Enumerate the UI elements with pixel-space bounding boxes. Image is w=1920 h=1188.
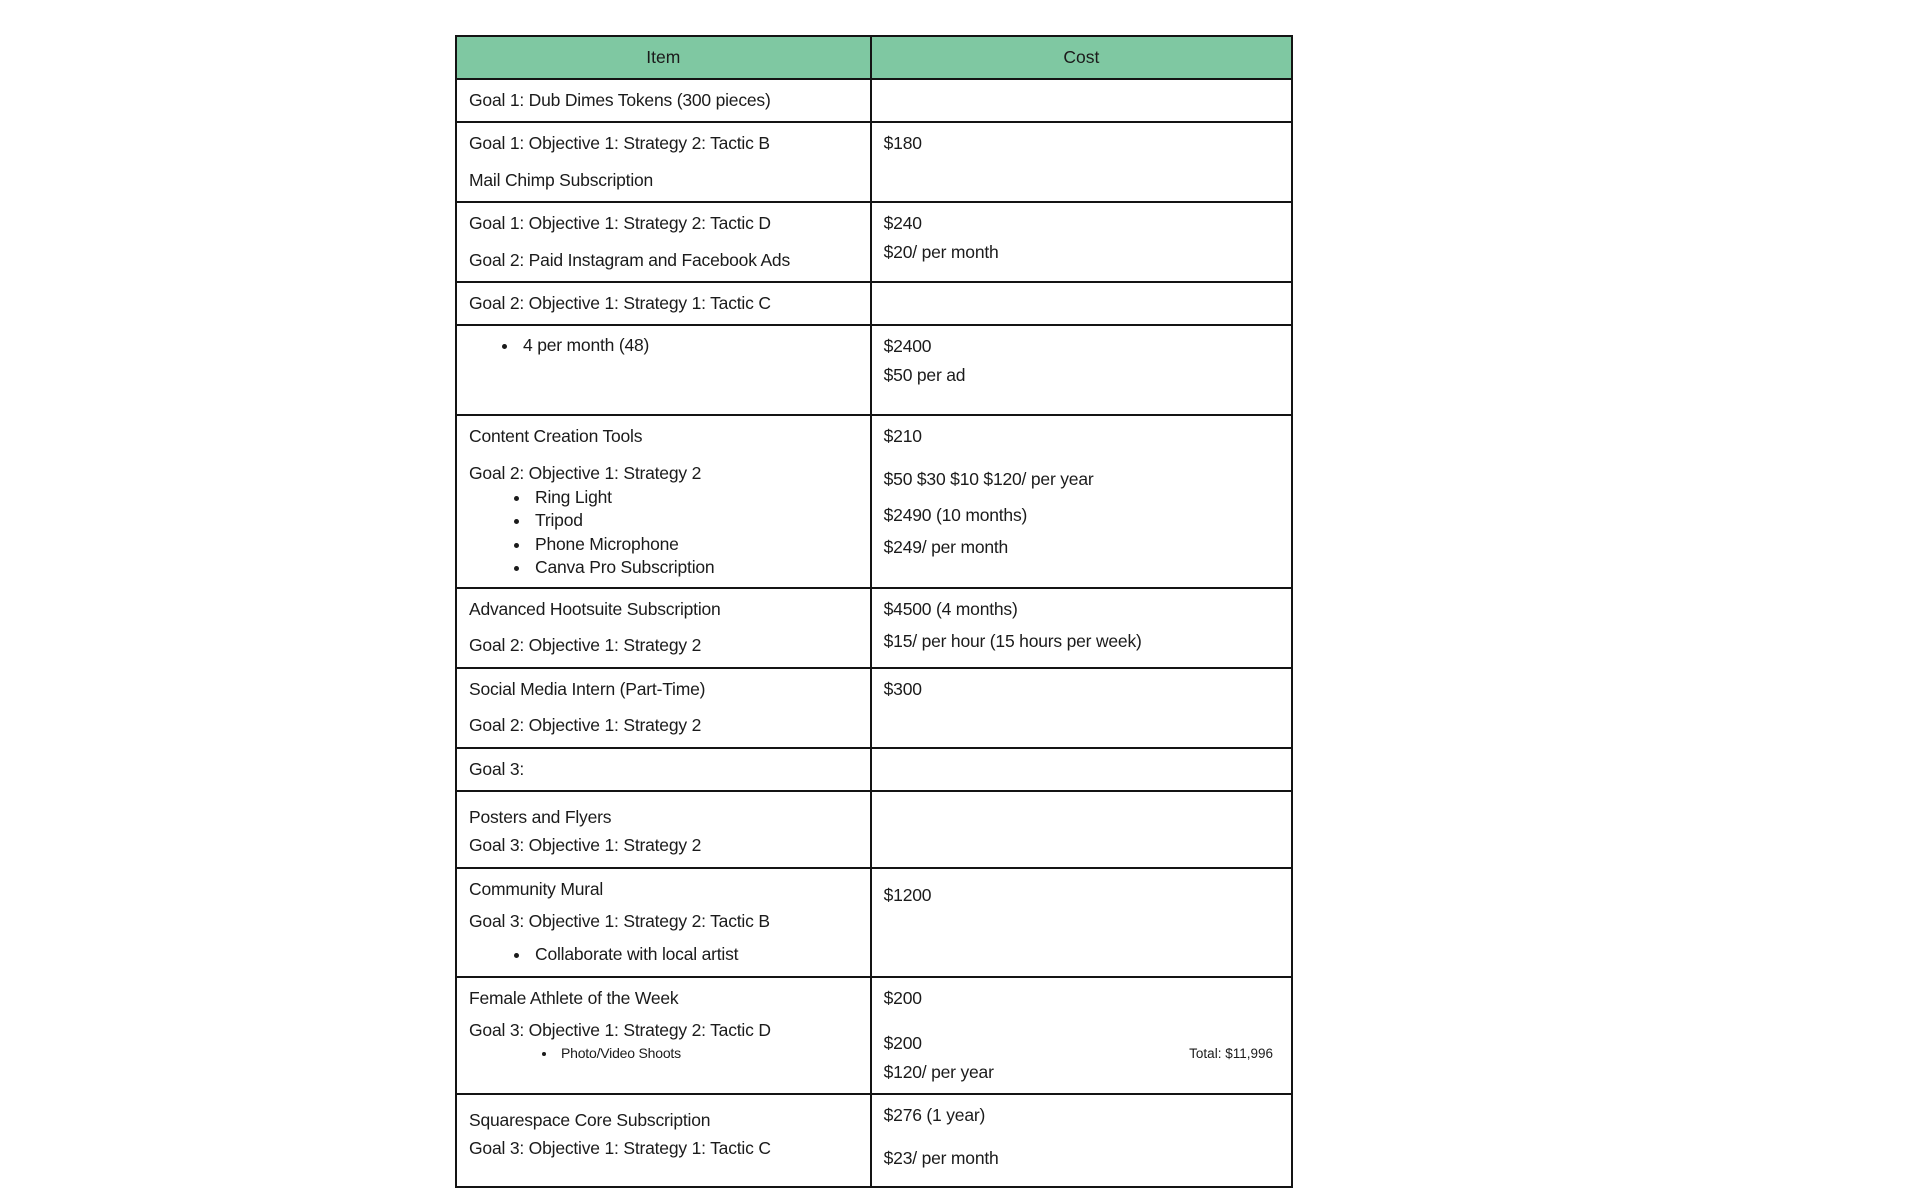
bullet-item: • Tripod bbox=[531, 509, 858, 532]
item-line: Advanced Hootsuite Subscription bbox=[469, 599, 721, 620]
item-line: Goal 3: Objective 1: Strategy 2: Tactic B bbox=[469, 911, 770, 932]
table-header-row bbox=[456, 36, 1292, 79]
cost-line: $20/ per month bbox=[883, 241, 999, 262]
cost-line: $50 per ad bbox=[883, 364, 966, 385]
cost-cell bbox=[871, 977, 1292, 1094]
table-row bbox=[456, 668, 1292, 748]
table-row bbox=[456, 325, 1292, 415]
item-cell bbox=[456, 868, 871, 977]
item-cell bbox=[456, 325, 871, 415]
table-row bbox=[456, 977, 1292, 1094]
column-header-cost: Cost bbox=[871, 36, 1292, 79]
item-bullet-list bbox=[469, 486, 858, 579]
item-line: Goal 2: Objective 1: Strategy 2 bbox=[469, 715, 702, 736]
table-row bbox=[456, 415, 1292, 588]
cost-line: $200 bbox=[883, 1033, 922, 1054]
table-row bbox=[456, 122, 1292, 202]
item-line: Goal 1: Objective 1: Strategy 2: Tactic D bbox=[469, 213, 771, 234]
cost-cell bbox=[871, 1094, 1292, 1187]
item-line: Community Mural bbox=[469, 878, 604, 899]
item-line: Goal 3: Objective 1: Strategy 2: Tactic D bbox=[469, 1020, 771, 1041]
table-row bbox=[456, 748, 1292, 791]
item-line: Goal 3: bbox=[469, 758, 525, 779]
cost-line: $15/ per hour (15 hours per week) bbox=[883, 631, 1142, 652]
item-line: Female Athlete of the Week bbox=[469, 987, 679, 1008]
cost-line: $240 bbox=[883, 213, 922, 234]
item-cell bbox=[456, 1094, 871, 1187]
item-line: Squarespace Core Subscription bbox=[469, 1109, 711, 1130]
cost-line: $249/ per month bbox=[883, 537, 1009, 558]
item-cell bbox=[456, 668, 871, 748]
item-line: Goal 2: Objective 1: Strategy 2 bbox=[469, 462, 702, 483]
total-amount: Total: $11,996 bbox=[1189, 1045, 1273, 1061]
cost-cell bbox=[871, 122, 1292, 202]
item-line: Goal 1: Dub Dimes Tokens (300 pieces) bbox=[469, 90, 771, 110]
cost-line: $1200 bbox=[883, 884, 932, 905]
cost-cell bbox=[871, 79, 1292, 122]
item-cell bbox=[456, 282, 871, 325]
item-cell bbox=[456, 122, 871, 202]
table-row bbox=[456, 202, 1292, 282]
bullet-item: • 4 per month (48) bbox=[519, 334, 858, 357]
cost-line: $300 bbox=[883, 678, 922, 699]
budget-table bbox=[455, 35, 1293, 1188]
item-bullet-list bbox=[469, 1044, 858, 1063]
item-cell bbox=[456, 202, 871, 282]
item-bullet-list bbox=[469, 334, 858, 357]
cost-cell bbox=[871, 325, 1292, 415]
table-row bbox=[456, 282, 1292, 325]
item-cell bbox=[456, 977, 871, 1094]
bullet-item: • Ring Light bbox=[531, 486, 858, 509]
item-line: Goal 2: Paid Instagram and Facebook Ads bbox=[469, 249, 791, 270]
cost-line: $200 bbox=[883, 987, 922, 1008]
item-cell bbox=[456, 415, 871, 588]
item-line: Goal 3: Objective 1: Strategy 2 bbox=[469, 835, 702, 856]
item-line: Goal 3: Objective 1: Strategy 1: Tactic C bbox=[469, 1138, 771, 1159]
item-line: Goal 2: Objective 1: Strategy 1: Tactic C bbox=[469, 292, 771, 313]
cost-cell bbox=[871, 668, 1292, 748]
cost-cell bbox=[871, 282, 1292, 325]
item-cell bbox=[456, 791, 871, 868]
cost-cell bbox=[871, 748, 1292, 791]
column-header-item: Item bbox=[456, 36, 871, 79]
cost-line: $23/ per month bbox=[883, 1148, 999, 1169]
item-cell bbox=[456, 748, 871, 791]
cost-line: $50 $30 $10 $120/ per year bbox=[883, 468, 1094, 489]
item-line: Goal 2: Objective 1: Strategy 2 bbox=[469, 635, 702, 656]
cost-line: $180 bbox=[883, 133, 922, 154]
table-row bbox=[456, 588, 1292, 668]
item-line: Mail Chimp Subscription bbox=[469, 169, 654, 190]
table-row bbox=[456, 1094, 1292, 1187]
item-line: Goal 1: Objective 1: Strategy 2: Tactic B bbox=[469, 133, 770, 154]
bullet-item: • Canva Pro Subscription bbox=[531, 556, 858, 579]
cost-line: $120/ per year bbox=[883, 1061, 994, 1082]
cost-line: $210 bbox=[883, 426, 922, 447]
item-line: Social Media Intern (Part-Time) bbox=[469, 678, 706, 699]
cost-line: $276 (1 year) bbox=[883, 1104, 986, 1125]
cost-cell bbox=[871, 588, 1292, 668]
item-line: Content Creation Tools bbox=[469, 426, 643, 447]
bullet-item: • Phone Microphone bbox=[531, 533, 858, 556]
cost-cell bbox=[871, 868, 1292, 977]
table-row bbox=[456, 791, 1292, 868]
item-cell bbox=[456, 79, 871, 122]
bullet-item: • Photo/Video Shoots bbox=[557, 1044, 858, 1063]
cost-line: $2400 bbox=[883, 336, 932, 357]
cost-cell bbox=[871, 202, 1292, 282]
item-line: Posters and Flyers bbox=[469, 806, 612, 827]
cost-cell bbox=[871, 791, 1292, 868]
cost-line: $4500 (4 months) bbox=[883, 599, 1018, 620]
item-cell bbox=[456, 588, 871, 668]
table-row bbox=[456, 868, 1292, 977]
cost-cell bbox=[871, 415, 1292, 588]
item-bullet-list bbox=[469, 942, 858, 967]
bullet-item: • Collaborate with local artist bbox=[531, 942, 858, 967]
table-row bbox=[456, 79, 1292, 122]
cost-line: $2490 (10 months) bbox=[883, 505, 1028, 525]
